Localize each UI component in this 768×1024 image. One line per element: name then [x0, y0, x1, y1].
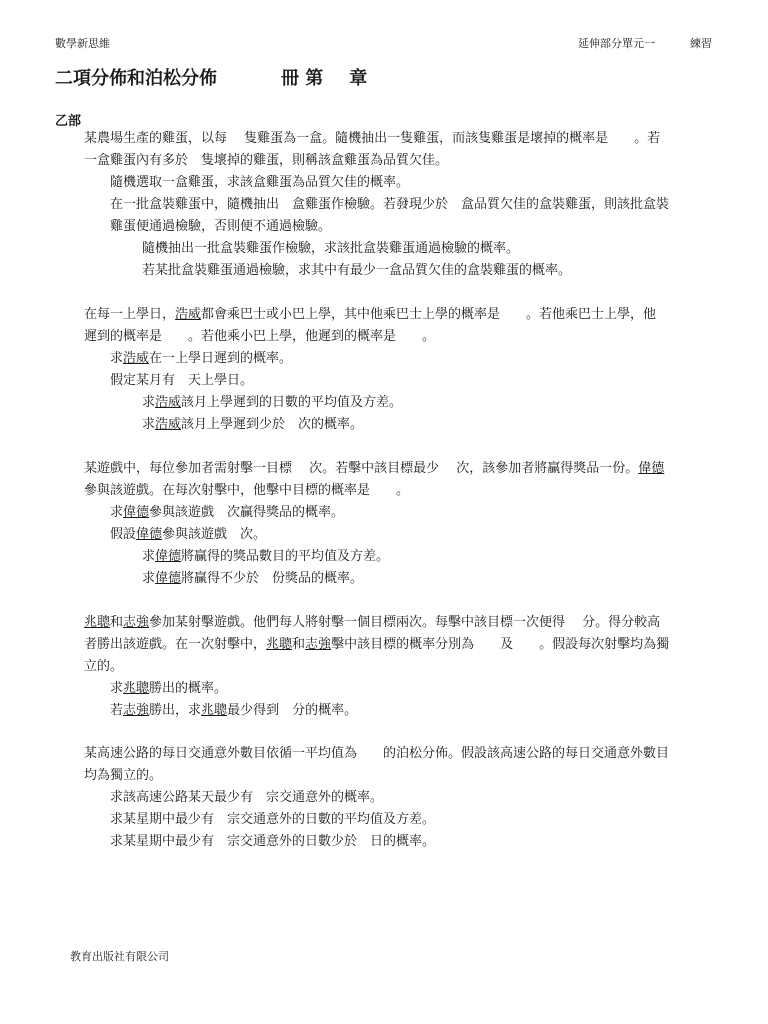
q2-line-1 [84, 304, 716, 326]
q4-text: 擊中該目標的概率分別為 及 。假設每次射擊均為獨 [331, 637, 670, 652]
question-4 [84, 612, 716, 722]
title-chapter: 章 [349, 68, 368, 89]
q3-text: 某遊戲中，每位參加者需射擊一目標 次。若擊中該目標最少 次，該參加者將贏得獎品一份。 [84, 461, 639, 476]
q3-line-1 [84, 458, 716, 480]
q3-part-b [84, 524, 716, 546]
person-name: 兆聰 [123, 681, 150, 696]
q3-text: 將贏得的獎品數目的平均值及方差。 [181, 549, 390, 564]
q2-part-a [84, 348, 716, 370]
section-heading: 乙部 [55, 114, 82, 129]
q3-text: 假設 [110, 527, 137, 542]
header-unit: 延伸部分單元一 [578, 37, 655, 50]
q4-part-a [84, 678, 716, 700]
q2-text: 在一上學日遲到的概率。 [149, 351, 293, 366]
q1-part-b-line-2: 雞蛋便通過檢驗，否則便不通過檢驗。 [110, 219, 332, 234]
person-name: 浩威 [175, 307, 202, 322]
q5-line-2: 均為獨立的。 [84, 768, 163, 783]
person-name: 浩威 [155, 395, 182, 410]
q3-text: 求 [142, 549, 156, 564]
q4-text: 和 [292, 637, 306, 652]
q2-part-b: 假定某月有 天上學日。 [110, 373, 254, 388]
question-2 [84, 304, 716, 436]
q4-part-b [84, 700, 716, 722]
title-volume: 冊 第 [281, 68, 324, 89]
q5-part-a: 求該高速公路某天最少有 宗交通意外的概率。 [110, 790, 384, 805]
q2-part-b-ii [84, 414, 716, 436]
q1-line-2: 一盒雞蛋內有多於 隻壞掉的雞蛋，則稱該盒雞蛋為品質欠佳。 [84, 153, 449, 168]
q1-part-a: 隨機選取一盒雞蛋，求該盒雞蛋為品質欠佳的概率。 [110, 175, 410, 190]
header-book-name: 數學新思維 [55, 37, 110, 50]
q2-part-b-i [84, 392, 716, 414]
footer-publisher: 教育出版社有限公司 [70, 950, 169, 963]
q5-line-1: 某高速公路的每日交通意外數目依循一平均值為 的泊松分佈。假設該高速公路的每日交通意外數目 [84, 746, 670, 761]
person-name: 浩威 [123, 351, 150, 366]
person-name: 兆聰 [84, 615, 111, 630]
person-name: 偉德 [136, 527, 163, 542]
q2-text: 該月上學遲到的日數的平均值及方差。 [181, 395, 403, 410]
q3-line-2: 參與該遊戲。在每次射擊中，他擊中目標的概率是 。 [84, 483, 410, 498]
q1-line-1: 某農場生產的雞蛋，以每 隻雞蛋為一盒。隨機抽出一隻雞蛋，而該隻雞蛋是壞掉的概率是 。若 [84, 131, 661, 146]
q1-part-b-line-1: 在一批盒裝雞蛋中，隨機抽出 盒雞蛋作檢驗。若發現少於 盒品質欠佳的盒裝雞蛋，則該批盒裝 [110, 197, 670, 212]
question-list [84, 128, 716, 853]
q3-text: 求 [142, 571, 156, 586]
person-name: 偉德 [155, 571, 182, 586]
q3-text: 將贏得不少於 份獎品的概率。 [181, 571, 364, 586]
q4-text: 者勝出該遊戲。在一次射擊中， [84, 637, 267, 652]
q4-text: 勝出，求 [149, 703, 202, 718]
q2-line-2: 遲到的概率是 。若他乘小巴上學，他遲到的概率是 。 [84, 329, 436, 344]
q4-text: 參加某射擊遊戲。他們每人將射擊一個目標兩次。每擊中該目標一次便得 分。得分較高 [149, 615, 661, 630]
question-3 [84, 458, 716, 590]
page-title [55, 64, 367, 90]
q1-part-b-ii: 若某批盒裝雞蛋通過檢驗，求其中有最少一盒品質欠佳的盒裝雞蛋的概率。 [142, 263, 572, 278]
q4-line-2 [84, 634, 716, 656]
person-name: 偉德 [638, 461, 665, 476]
person-name: 偉德 [155, 549, 182, 564]
person-name: 志強 [305, 637, 332, 652]
q4-line-3: 立的。 [84, 659, 124, 674]
q4-line-1 [84, 612, 716, 634]
q4-text: 最少得到 分的概率。 [227, 703, 358, 718]
q3-part-b-i [84, 546, 716, 568]
q2-text: 求 [142, 395, 156, 410]
q2-text: 都會乘巴士或小巴上學，其中他乘巴士上學的概率是 。若他乘巴士上學，他 [201, 307, 657, 322]
q3-text: 參與該遊戲 次。 [162, 527, 267, 542]
q5-part-b: 求某星期中最少有 宗交通意外的日數的平均值及方差。 [110, 812, 436, 827]
person-name: 志強 [123, 615, 150, 630]
q1-part-b-i: 隨機抽出一批盒裝雞蛋作檢驗，求該批盒裝雞蛋通過檢驗的概率。 [142, 241, 520, 256]
header-exercise: 練習 [690, 37, 712, 50]
title-main: 二項分佈和泊松分佈 [55, 68, 217, 89]
q2-text: 在每一上學日， [84, 307, 176, 322]
q3-text: 參與該遊戲 次贏得獎品的概率。 [149, 505, 345, 520]
question-5 [84, 743, 716, 853]
person-name: 浩威 [155, 417, 182, 432]
q2-text: 求 [142, 417, 156, 432]
person-name: 兆聰 [201, 703, 228, 718]
q4-text: 若 [110, 703, 124, 718]
q4-text: 和 [110, 615, 124, 630]
q2-text: 求 [110, 351, 124, 366]
q4-text: 勝出的概率。 [149, 681, 228, 696]
q4-text: 求 [110, 681, 124, 696]
q3-part-a [84, 502, 716, 524]
q2-text: 該月上學遲到少於 次的概率。 [181, 417, 364, 432]
question-1 [84, 128, 716, 282]
q3-text: 求 [110, 505, 124, 520]
q3-part-b-ii [84, 568, 716, 590]
q5-part-c: 求某星期中最少有 宗交通意外的日數少於 日的概率。 [110, 834, 436, 849]
person-name: 志強 [123, 703, 150, 718]
person-name: 偉德 [123, 505, 150, 520]
person-name: 兆聰 [266, 637, 293, 652]
